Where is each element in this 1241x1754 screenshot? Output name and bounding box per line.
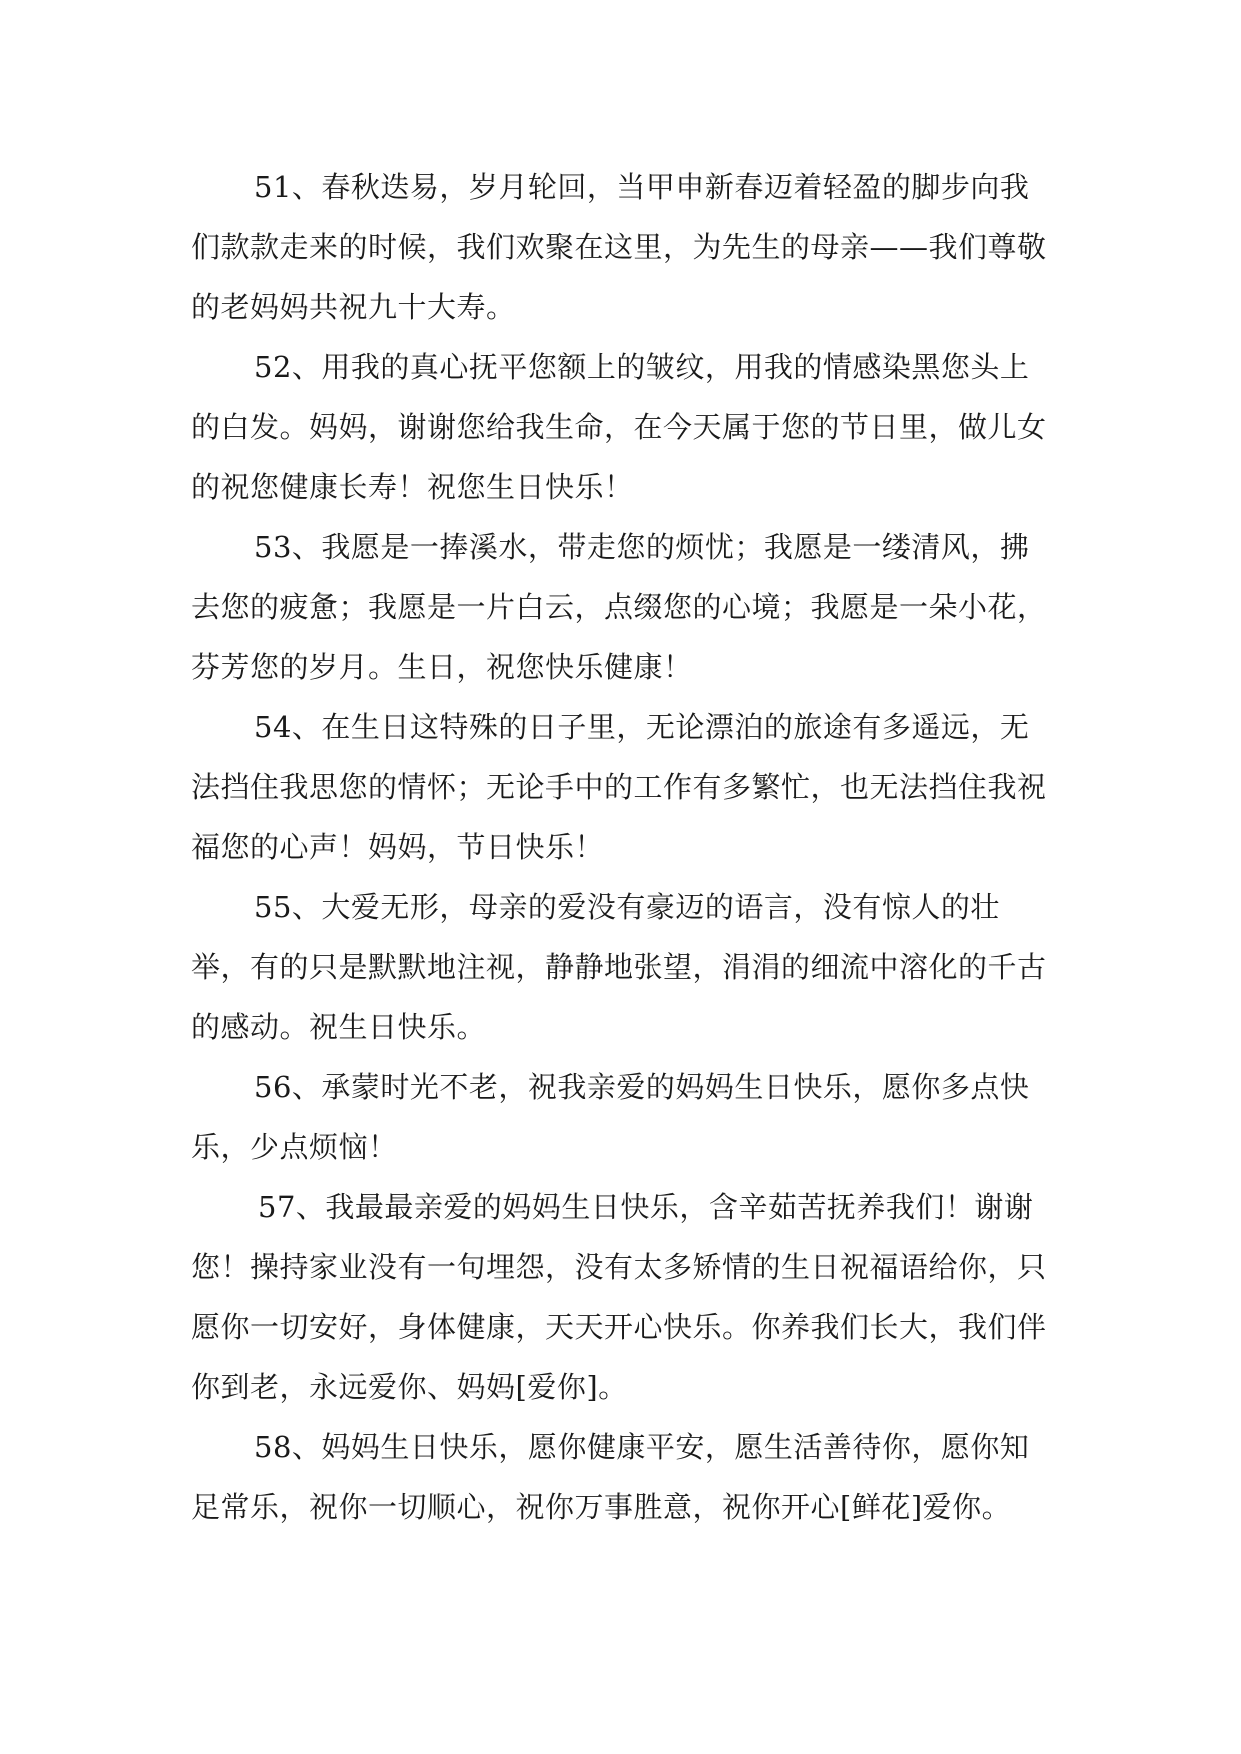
text-body [191,157,1051,1537]
paragraph-53: 53、我愿是一捧溪水，带走您的烦忧；我愿是一缕清风，拂去您的疲惫；我愿是一片白云，点缀您的心境；我愿是一朵小花，芬芳您的岁月。生日，祝您快乐健康！ [191,530,1047,684]
paragraph-55: 55、大爱无形，母亲的爱没有豪迈的语言，没有惊人的壮举，有的只是默默地注视，静静地张望，涓涓的细流中溶化的千古的感动。祝生日快乐。 [191,890,1047,1044]
paragraph-54: 54、在生日这特殊的日子里，无论漂泊的旅途有多遥远，无法挡住我思您的情怀；无论手中的工作有多繁忙，也无法挡住我祝福您的心声！妈妈，节日快乐！ [191,710,1047,864]
paragraph-51: 51、春秋迭易，岁月轮回，当甲申新春迈着轻盈的脚步向我们款款走来的时候，我们欢聚在这里，为先生的母亲——我们尊敬的老妈妈共祝九十大寿。 [191,170,1047,324]
paragraph-56: 56、承蒙时光不老，祝我亲爱的妈妈生日快乐，愿你多点快乐，少点烦恼！ [191,1070,1030,1164]
paragraph-52: 52、用我的真心抚平您额上的皱纹，用我的情感染黑您头上的白发。妈妈，谢谢您给我生命，在今天属于您的节日里，做儿女的祝您健康长寿！祝您生日快乐！ [191,350,1047,504]
paragraph-58: 58、妈妈生日快乐，愿你健康平安，愿生活善待你，愿你知足常乐，祝你一切顺心，祝你万事胜意，祝你开心[鲜花]爱你。 [191,1430,1030,1524]
paragraph-57: 57、我最最亲爱的妈妈生日快乐，含辛茹苦抚养我们！谢谢您！操持家业没有一句埋怨，没有太多矫情的生日祝福语给你，只愿你一切安好，身体健康，天天开心快乐。你养我们长大，我们伴你到老，永远爱你、妈妈[爱你]。 [191,1190,1047,1404]
